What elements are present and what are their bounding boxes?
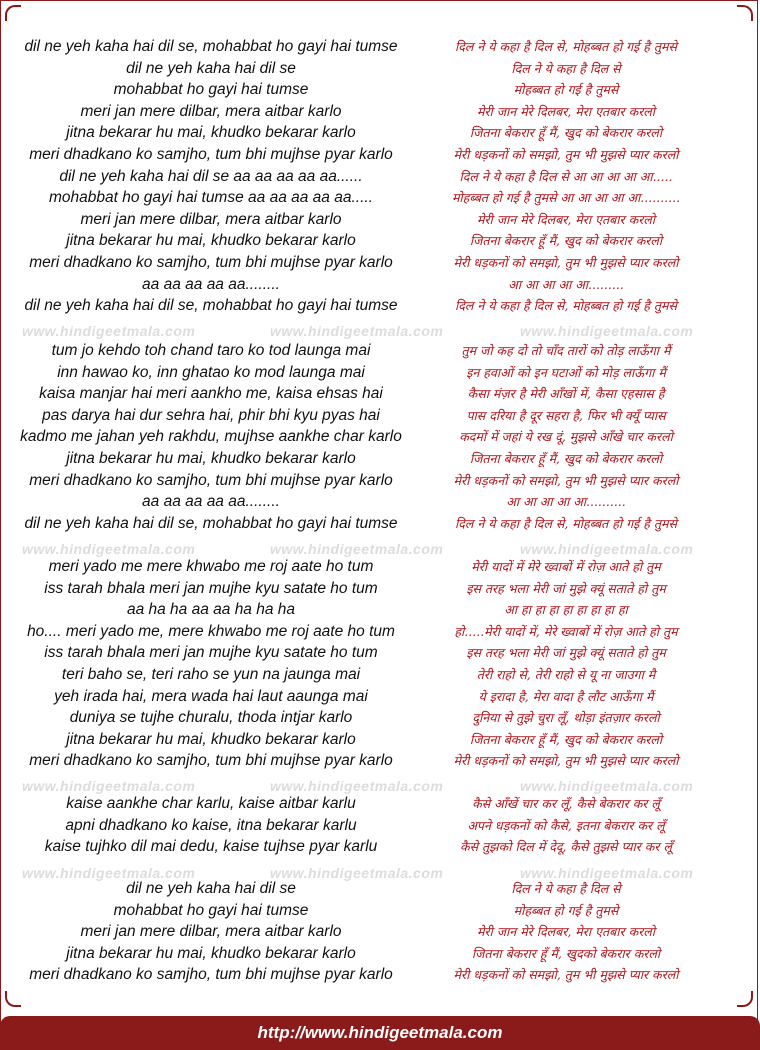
hindi-lyric: जितना बेकरार हूँ मैं, खुद को बेकरार करलो (469, 450, 663, 466)
english-lyric: kaise tujhko dil mai dedu, kaise tujhse pyar karlu (44, 838, 378, 856)
lyric-line (0, 274, 760, 296)
watermark-text: www.hindigeetmala.com (270, 865, 444, 881)
english-lyric: kaisa manjar hai meri aankho me, kaisa ehsas hai (39, 385, 383, 403)
english-lyric: tum jo kehdo toh chand taro ko tod launga mai (51, 342, 371, 359)
hindi-lyric: इन हवाओं को इन घटाओं को मोड़ लाऊँगा मैं (466, 364, 666, 380)
stanza (0, 793, 760, 858)
hindi-lyric: दिल ने ये कहा है दिल से आ आ आ आ आ..... (459, 168, 673, 184)
english-lyric: meri jan mere dilbar, mera aitbar karlo (80, 923, 342, 941)
lyric-line (0, 362, 760, 384)
lyric-line (0, 252, 760, 274)
english-lyric: ho.... meri yado me, mere khwabo me roj aate ho tum (27, 622, 395, 640)
hindi-lyric: मेरी जान मेरे दिलबर, मेरा एतबार करलो (476, 924, 656, 940)
hindi-lyric: जितना बेकरार हूँ मैं, खुद को बेकरार करलो (469, 125, 663, 141)
stanza (0, 36, 760, 317)
watermark-row (0, 541, 760, 557)
english-lyric: meri dhadkano ko samjho, tum bhi mujhse pyar karlo (29, 145, 393, 163)
english-lyric: dil ne yeh kaha hai dil se (126, 880, 296, 897)
watermark-text: www.hindigeetmala.com (270, 541, 444, 557)
hindi-lyric: दिल ने ये कहा है दिल से (511, 60, 621, 76)
stanza (0, 556, 760, 772)
english-lyric: meri dhadkano ko samjho, tum bhi mujhse pyar karlo (29, 966, 393, 984)
hindi-lyric: मेरी धड़कनों को समझो, तुम भी मुझसे प्यार करलो (453, 967, 679, 983)
lyric-line (0, 101, 760, 123)
lyric-line (0, 166, 760, 188)
watermark-text: www.hindigeetmala.com (22, 541, 196, 557)
hindi-lyric: कैसे आँखें चार कर लूँ, कैसे बेकरार कर लूँ (472, 796, 660, 811)
watermark-row (0, 865, 760, 881)
lyric-line (0, 470, 760, 492)
english-lyric: dil ne yeh kaha hai dil se, mohabbat ho gayi hai tumse (24, 514, 398, 532)
hindi-lyric: मेरी धड़कनों को समझो, तुम भी मुझसे प्यार करलो (453, 146, 679, 162)
hindi-lyric: तेरी राहो से, तेरी राहो से यू ना जाउगा मै (476, 666, 656, 682)
lyric-line (0, 707, 760, 729)
hindi-lyric: इस तरह भला मेरी जां मुझे क्यूं सताते हो तुम (466, 580, 666, 596)
english-lyric: meri jan mere dilbar, mera aitbar karlo (80, 102, 342, 120)
hindi-lyric: अपने धड़कनों को कैसे, इतना बेकरार कर लूँ (467, 817, 665, 833)
english-lyric: teri baho se, teri raho se yun na jaunga mai (61, 665, 361, 683)
hindi-lyric: आ आ आ आ आ......... (508, 276, 624, 292)
english-lyric: iss tarah bhala meri jan mujhe kyu satate ho tum (44, 644, 378, 662)
watermark-row (0, 323, 760, 339)
stanza (0, 878, 760, 986)
lyric-line (0, 750, 760, 772)
lyric-line (0, 230, 760, 252)
english-lyric: jitna bekarar hu mai, khudko bekarar karlo (66, 124, 356, 142)
english-lyric: meri dhadkano ko samjho, tum bhi mujhse pyar karlo (29, 752, 393, 770)
hindi-lyric: पास दरिया है दूर सहरा है, फिर भी क्यूँ प्यास (466, 407, 666, 423)
lyric-line (0, 664, 760, 686)
lyric-line (0, 58, 760, 80)
lyric-line (0, 556, 760, 578)
hindi-lyric: दिल ने ये कहा है दिल से, मोहब्बत हो गई है तुमसे (455, 515, 677, 531)
hindi-lyric: जितना बेकरार हूँ मैं, खुद को बेकरार करलो (469, 233, 663, 249)
english-lyric: jitna bekarar hu mai, khudko bekarar karlo (66, 944, 356, 962)
hindi-lyric: मोहब्बत हो गई है तुमसे आ आ आ आ आ.......... (451, 190, 681, 206)
english-lyric: meri dhadkano ko samjho, tum bhi mujhse pyar karlo (29, 253, 393, 271)
lyric-line (0, 921, 760, 943)
english-lyric: meri yado me mere khwabo me roj aate ho tum (48, 558, 374, 575)
english-lyric: inn hawao ko, inn ghatao ko mod launga mai (57, 363, 365, 381)
hindi-lyric: मेरी धड़कनों को समझो, तुम भी मुझसे प्यार करलो (453, 254, 679, 270)
lyric-line (0, 878, 760, 900)
corner-ornament (5, 991, 21, 1007)
english-lyric: aa ha ha aa aa ha ha ha (126, 601, 296, 619)
english-lyric: meri dhadkano ko samjho, tum bhi mujhse pyar karlo (29, 471, 393, 489)
english-lyric: iss tarah bhala meri jan mujhe kyu satate ho tum (44, 579, 378, 597)
hindi-lyric: मेरी धड़कनों को समझो, तुम भी मुझसे प्यार करलो (453, 753, 679, 769)
watermark-text: www.hindigeetmala.com (520, 323, 694, 339)
lyric-line (0, 383, 760, 405)
lyric-line (0, 900, 760, 922)
english-lyric: pas darya hai dur sehra hai, phir bhi kyu pyas hai (42, 406, 380, 424)
hindi-lyric: मोहब्बत हो गई है तुमसे (513, 902, 619, 918)
lyric-line (0, 144, 760, 166)
hindi-lyric: जितना बेकरार हूँ मैं, खुदको बेकरार करलो (471, 945, 661, 961)
english-lyric: dil ne yeh kaha hai dil se, mohabbat ho gayi hai tumse (24, 38, 398, 55)
watermark-text: www.hindigeetmala.com (270, 778, 444, 794)
hindi-lyric: कैसा मंज़र है मेरी आँखों में, कैसा एहसास है (467, 386, 665, 402)
corner-ornament (737, 991, 753, 1007)
english-lyric: aa aa aa aa aa........ (142, 275, 280, 293)
hindi-lyric: मेरी जान मेरे दिलबर, मेरा एतबार करलो (476, 103, 656, 119)
lyric-line (0, 729, 760, 751)
lyric-line (0, 122, 760, 144)
english-lyric: jitna bekarar hu mai, khudko bekarar karlo (66, 730, 356, 748)
english-lyric: duniya se tujhe churalu, thoda intjar karlo (69, 709, 353, 727)
hindi-lyric: इस तरह भला मेरी जां मुझे क्यूं सताते हो तुम (466, 645, 666, 661)
hindi-lyric: ये इरादा है, मेरा वादा है लौट आऊँगा मैं (478, 688, 654, 704)
footer-url-link[interactable]: http://www.hindigeetmala.com (257, 1023, 503, 1042)
lyric-line (0, 815, 760, 837)
watermark-row (0, 778, 760, 794)
lyric-line (0, 599, 760, 621)
corner-ornament (737, 5, 753, 21)
lyric-line (0, 187, 760, 209)
lyric-line (0, 426, 760, 448)
hindi-lyric: दिल ने ये कहा है दिल से (511, 881, 621, 896)
lyric-line (0, 448, 760, 470)
english-lyric: aa aa aa aa aa........ (142, 493, 280, 511)
hindi-lyric: दुनिया से तुझे चुरा लूँ, थोड़ा इंतज़ार करलो (472, 710, 660, 726)
hindi-lyric: जितना बेकरार हूँ मैं, खुद को बेकरार करलो (469, 731, 663, 747)
hindi-lyric: मेरी धड़कनों को समझो, तुम भी मुझसे प्यार करलो (453, 472, 679, 488)
english-lyric: mohabbat ho gayi hai tumse (113, 901, 309, 919)
watermark-text: www.hindigeetmala.com (22, 865, 196, 881)
hindi-lyric: तुम जो कह दो तो चाँद तारों को तोड़ लाऊँगा मैं (461, 343, 671, 358)
lyric-line (0, 209, 760, 231)
english-lyric: kaise aankhe char karlu, kaise aitbar karlu (66, 795, 356, 812)
hindi-lyric: दिल ने ये कहा है दिल से, मोहब्बत हो गई है तुमसे (455, 39, 677, 54)
hindi-lyric: कदमों में जहां ये रख दूं, मुझसे आँखे चार करलो (459, 429, 673, 445)
hindi-lyric: आ आ आ आ आ.......... (506, 494, 626, 510)
english-lyric: yeh irada hai, mera wada hai laut aaunga mai (54, 687, 368, 705)
lyric-line (0, 513, 760, 535)
lyric-line (0, 793, 760, 815)
footer-bar (0, 1016, 760, 1050)
hindi-lyric: मेरी यादों में मेरे ख्वाबों में रोज़ आते हो तुम (471, 559, 661, 574)
english-lyric: dil ne yeh kaha hai dil se (126, 59, 296, 77)
english-lyric: dil ne yeh kaha hai dil se aa aa aa aa aa...... (59, 167, 363, 185)
lyric-line (0, 964, 760, 986)
hindi-lyric: मेरी जान मेरे दिलबर, मेरा एतबार करलो (476, 211, 656, 227)
watermark-text: www.hindigeetmala.com (22, 323, 196, 339)
watermark-text: www.hindigeetmala.com (22, 778, 196, 794)
lyric-line (0, 686, 760, 708)
hindi-lyric: आ हा हा हा हा हा हा हा हा (504, 602, 628, 618)
lyric-line (0, 943, 760, 965)
english-lyric: dil ne yeh kaha hai dil se, mohabbat ho gayi hai tumse (24, 297, 398, 315)
corner-ornament (5, 5, 21, 21)
watermark-text: www.hindigeetmala.com (520, 541, 694, 557)
lyric-line (0, 295, 760, 317)
english-lyric: meri jan mere dilbar, mera aitbar karlo (80, 210, 342, 228)
hindi-lyric: हो.....मेरी यादों में, मेरे ख्वाबों में रोज़ आते हो तुम (454, 623, 678, 639)
english-lyric: mohabbat ho gayi hai tumse aa aa aa aa aa..... (48, 189, 373, 207)
english-lyric: mohabbat ho gayi hai tumse (113, 81, 309, 99)
lyric-line (0, 642, 760, 664)
lyric-line (0, 79, 760, 101)
hindi-lyric: दिल ने ये कहा है दिल से, मोहब्बत हो गई है तुमसे (455, 298, 677, 314)
english-lyric: kadmo me jahan yeh rakhdu, mujhse aankhe char karlo (20, 428, 402, 446)
hindi-lyric: कैसे तुझको दिल में देदू, कैसे तुझसे प्यार कर लूँ (460, 839, 672, 855)
watermark-text: www.hindigeetmala.com (520, 865, 694, 881)
hindi-lyric: मोहब्बत हो गई है तुमसे (513, 82, 619, 98)
watermark-text: www.hindigeetmala.com (270, 323, 444, 339)
english-lyric: jitna bekarar hu mai, khudko bekarar karlo (66, 232, 356, 250)
lyric-line (0, 836, 760, 858)
watermark-text: www.hindigeetmala.com (520, 778, 694, 794)
lyric-line (0, 491, 760, 513)
lyric-line (0, 578, 760, 600)
lyric-line (0, 340, 760, 362)
english-lyric: jitna bekarar hu mai, khudko bekarar karlo (66, 449, 356, 467)
lyric-line (0, 36, 760, 58)
english-lyric: apni dhadkano ko kaise, itna bekarar karlu (65, 816, 357, 834)
lyric-line (0, 621, 760, 643)
lyric-line (0, 405, 760, 427)
stanza (0, 340, 760, 534)
